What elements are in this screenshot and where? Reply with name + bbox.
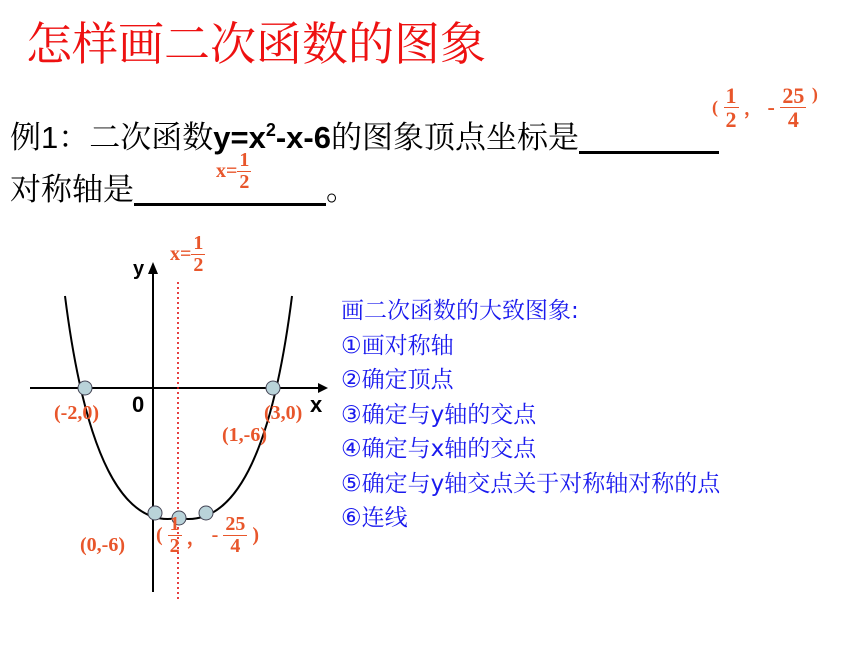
label-neg2-0: (-2,0) <box>54 402 99 424</box>
example-label: 例1 <box>10 120 59 155</box>
vertex-sep: ， <box>744 98 762 119</box>
gv-open: ( <box>156 524 163 546</box>
page-title: 怎样画二次函数的图象 <box>26 17 486 71</box>
axis-num: 1 <box>239 149 250 171</box>
step-item: ④确定与x轴的交点 <box>341 436 537 462</box>
vertex-x-den: 2 <box>725 107 737 133</box>
label-1-neg6: (1,-6) <box>222 424 267 446</box>
graph-axis-den: 2 <box>193 254 204 276</box>
label-3-0: (3,0) <box>264 402 303 424</box>
gv-sep: ， <box>186 527 207 549</box>
point-3-0 <box>266 381 280 395</box>
graph-vertex-label <box>156 514 259 557</box>
graph-axis-frac <box>191 233 205 276</box>
graph-axis-prefix: x= <box>170 243 192 265</box>
gv-x-frac <box>168 514 182 557</box>
vertex-x-num: 1 <box>725 83 737 108</box>
vertex-minus: - <box>767 94 775 120</box>
question-mid: 的图象顶点坐标是 <box>331 120 579 156</box>
paren-open: ( <box>712 97 718 118</box>
paren-close: ) <box>811 84 818 104</box>
y-axis-arrow <box>148 262 158 274</box>
function-exponent: 2 <box>265 120 276 140</box>
axis-prefix: x= <box>216 160 238 182</box>
step-item: ⑤确定与y轴交点关于对称轴对称的点 <box>341 470 721 497</box>
period: 。 <box>326 172 357 208</box>
step-item: ①画对称轴 <box>341 332 454 359</box>
y-axis-label: y <box>133 258 145 280</box>
axis-den: 2 <box>239 171 250 193</box>
label-0-neg6: (0,-6) <box>80 534 125 556</box>
point-neg2-0 <box>78 381 92 395</box>
function-base: y=x <box>213 120 266 155</box>
origin-label: 0 <box>132 392 145 417</box>
gv-y-den: 4 <box>230 535 241 557</box>
step-item: ②确定顶点 <box>341 367 454 393</box>
gv-x-num: 1 <box>169 513 180 535</box>
vertex-y-num: 25 <box>782 83 805 108</box>
steps-list <box>341 294 720 536</box>
graph-axis-label <box>170 233 205 276</box>
gv-x-den: 2 <box>169 535 180 557</box>
gv-y-num: 25 <box>225 513 246 535</box>
function-rest: -x-6 <box>275 120 331 155</box>
question-text: ：二次函数 <box>58 120 214 156</box>
vertex-y-den: 4 <box>787 107 799 133</box>
step-item: ③确定与y轴的交点 <box>341 401 537 428</box>
gv-y-frac <box>223 514 247 557</box>
gv-minus: - <box>211 524 219 546</box>
gv-close: ) <box>252 524 260 546</box>
axis-question: 对称轴是 <box>10 172 134 208</box>
steps-heading: 画二次函数的大致图象: <box>341 298 579 324</box>
step-item: ⑥连线 <box>341 505 408 531</box>
graph-axis-num: 1 <box>193 232 204 254</box>
x-axis-label: x <box>310 392 323 417</box>
